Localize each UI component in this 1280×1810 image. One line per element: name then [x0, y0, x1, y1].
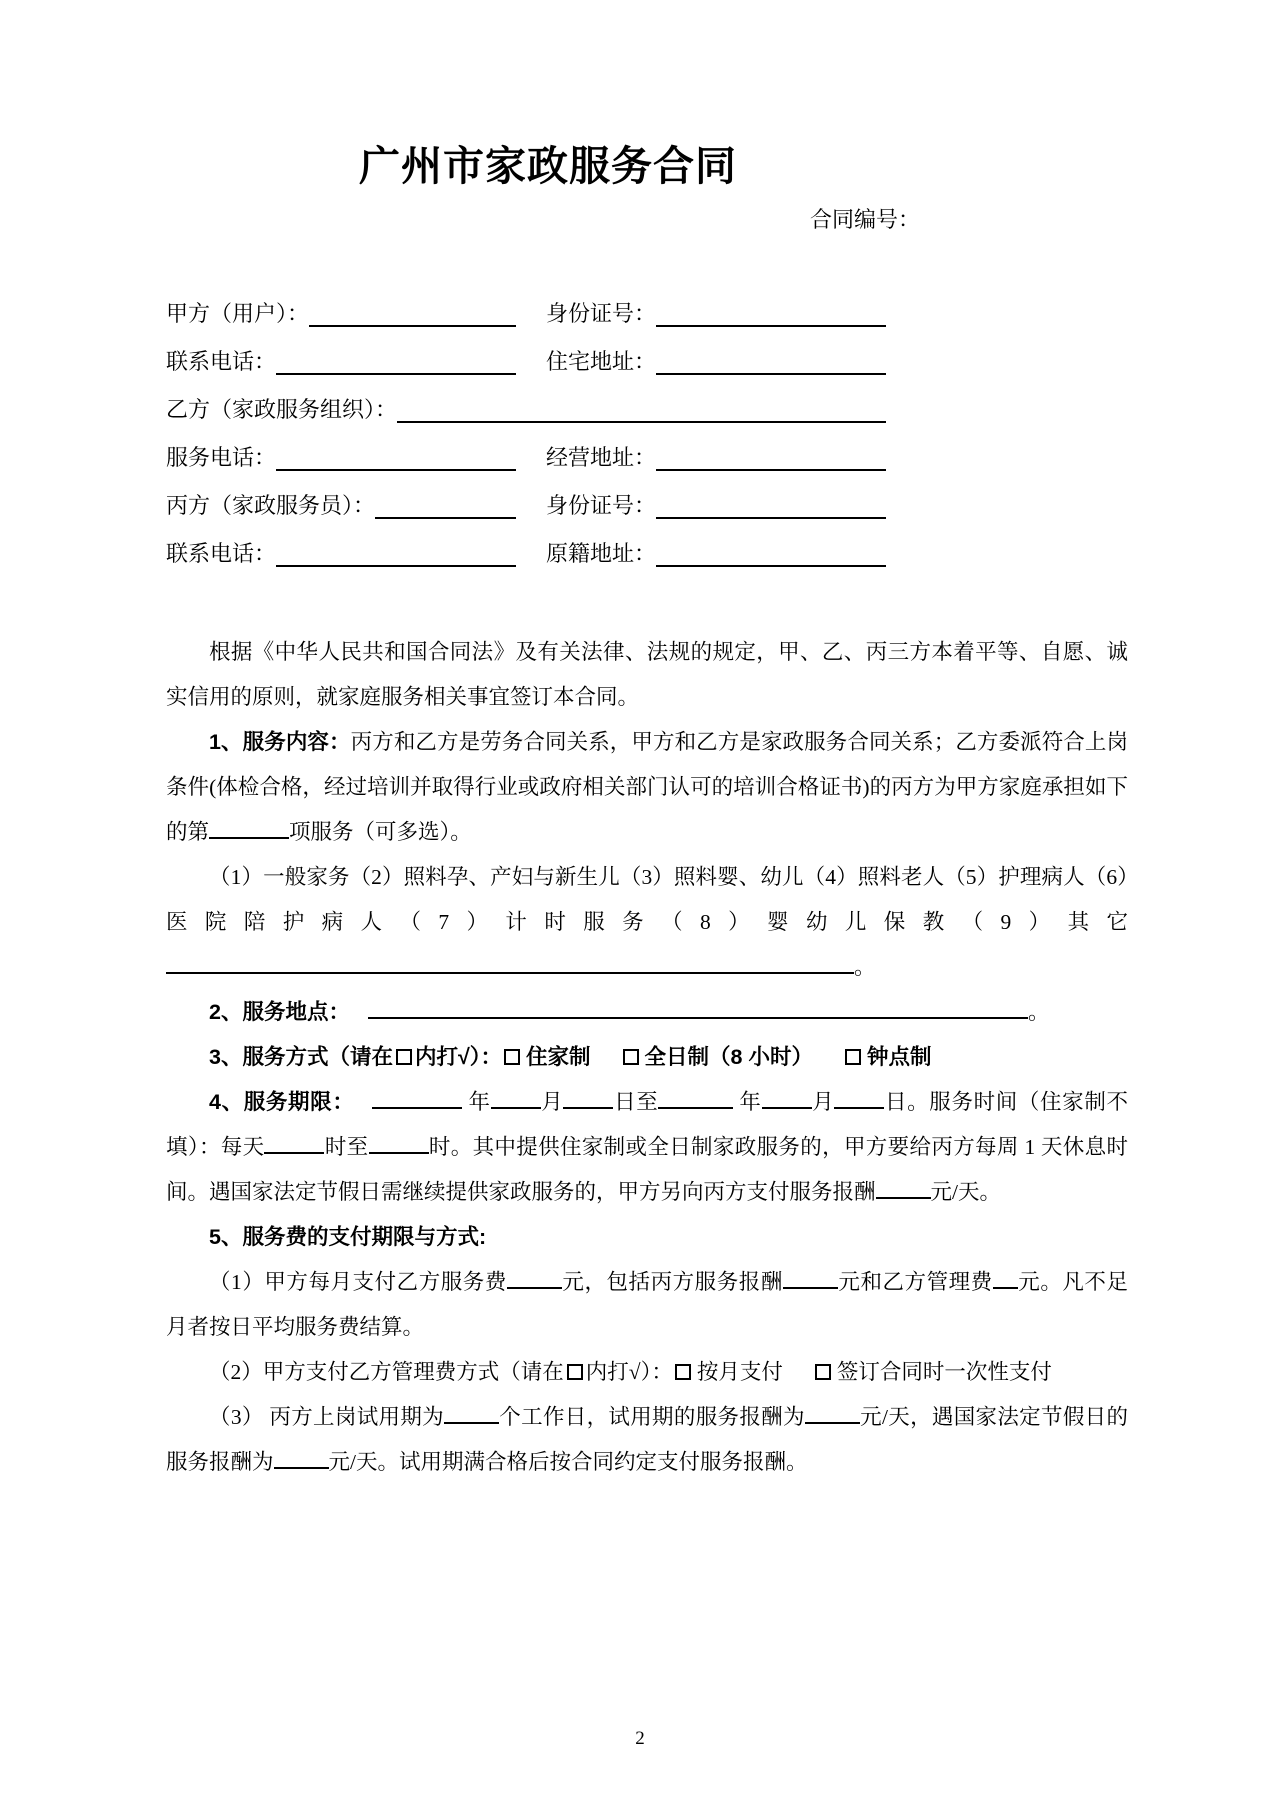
section-3-service-mode	[166, 1035, 1128, 1080]
party-row-c	[166, 476, 930, 524]
section-5-item-2	[166, 1350, 1128, 1395]
field-label-id-c: 身份证号：	[546, 493, 657, 519]
title-block	[166, 142, 930, 572]
field-label-party-b: 乙方（家政服务组织）：	[166, 397, 398, 423]
fill-in-blank-service-items[interactable]	[209, 818, 289, 840]
field-phone-a	[166, 349, 516, 375]
field-service-phone	[166, 445, 516, 471]
fill-in-blank-other-service[interactable]	[166, 953, 854, 975]
option-hourly-label: 钟点制	[866, 1045, 932, 1070]
fill-in-blank-business-address[interactable]	[656, 445, 886, 471]
checkbox-glyph	[396, 1049, 412, 1065]
field-phone-c	[166, 541, 516, 567]
party-row-a	[166, 284, 930, 332]
section-3-heading-b: 内打√）：	[414, 1045, 503, 1070]
party-row-b	[166, 380, 930, 428]
item-2-text-a: （2）甲方支付乙方管理费方式（请在	[209, 1360, 564, 1385]
contract-number-label: 合同编号：	[809, 207, 920, 233]
section-5-item-3	[166, 1395, 1128, 1485]
section-5-heading: 5、服务费的支付期限与方式:	[209, 1225, 487, 1250]
field-label-home-address: 住宅地址：	[546, 349, 657, 375]
service-options-text: （1）一般家务（2）照料孕、产妇与新生儿（3）照料婴、幼儿（4）照料老人（5）护理病人（6）医院陪护病人（7）计时服务（8）婴幼儿保教（9）其它	[166, 865, 1128, 935]
label-year-1: 年	[468, 1090, 491, 1115]
checkbox-hourly[interactable]	[845, 1049, 861, 1065]
field-id-c	[546, 493, 886, 519]
fill-in-blank-id-a[interactable]	[656, 301, 886, 327]
item-1-text-a: （1）甲方每月支付乙方服务费	[209, 1270, 507, 1295]
party-row-c-contact	[166, 524, 930, 572]
item-3-text-c: 元/天，遇国家法定节假日的服务报酬为	[166, 1405, 1128, 1475]
options-end-punctuation: 。	[854, 955, 876, 980]
item-1-text-d: 元。凡不足月者按日平均服务费结算。	[166, 1270, 1128, 1340]
fill-in-blank-start-day[interactable]	[563, 1088, 613, 1110]
field-origin-address	[546, 541, 886, 567]
field-label-service-phone: 服务电话：	[166, 445, 277, 471]
section-4-heading: 4、服务期限：	[209, 1090, 355, 1115]
section-4-text-3: 时。其中提供住家制或全日制家政服务的，甲方要给丙方每周 1 天休息时间。遇国家法定节假日需继续提供家政服务的，甲方另向丙方支付服务报酬	[166, 1135, 1128, 1205]
page-number: 2	[635, 1728, 645, 1749]
field-label-phone-c: 联系电话：	[166, 541, 277, 567]
fill-in-blank-end-year[interactable]	[658, 1088, 733, 1110]
fill-in-blank-holiday-pay[interactable]	[876, 1178, 931, 1200]
fill-in-blank-start-year[interactable]	[372, 1088, 462, 1110]
field-home-address	[546, 349, 886, 375]
fill-in-blank-trial-days[interactable]	[444, 1403, 499, 1425]
fill-in-blank-management-fee[interactable]	[993, 1268, 1018, 1290]
field-label-id-a: 身份证号：	[546, 301, 657, 327]
section-5-heading-line	[166, 1215, 1128, 1260]
section-4-service-term	[166, 1080, 1128, 1215]
section-2-punctuation: 。	[1027, 1000, 1050, 1025]
intro-text: 根据《中华人民共和国合同法》及有关法律、法规的规定，甲、乙、丙三方本着平等、自愿、诚实信用的原则，就家庭服务相关事宜签订本合同。	[166, 640, 1128, 710]
section-4-text-1: 日。服务时间（住家制不填）：每天	[166, 1090, 1128, 1160]
item-1-text-b: 元，包括丙方服务报酬	[561, 1270, 783, 1295]
page-content	[0, 142, 1280, 1485]
fill-in-blank-origin-address[interactable]	[656, 541, 886, 567]
section-1-options	[166, 855, 1128, 990]
checkbox-full-time[interactable]	[623, 1049, 639, 1065]
label-month-2: 月	[811, 1090, 835, 1115]
option-full-time-label: 全日制（8 小时）	[644, 1045, 813, 1070]
contract-body	[166, 630, 1128, 1485]
option-live-in-label: 住家制	[526, 1045, 591, 1070]
field-label-business-address: 经营地址：	[546, 445, 657, 471]
fill-in-blank-phone-a[interactable]	[276, 349, 516, 375]
field-label-party-c: 丙方（家政服务员）：	[166, 493, 376, 519]
field-label-phone-a: 联系电话：	[166, 349, 277, 375]
section-4-text-2: 时至	[324, 1135, 369, 1160]
section-1-text-b: 项服务（可多选）。	[289, 820, 472, 845]
parties-info-block	[166, 284, 930, 572]
checkbox-live-in[interactable]	[504, 1049, 520, 1065]
section-2-heading: 2、服务地点：	[209, 1000, 350, 1025]
item-3-text-d: 元/天。试用期满合格后按合同约定支付服务报酬。	[328, 1450, 808, 1475]
fill-in-blank-id-c[interactable]	[656, 493, 886, 519]
fill-in-blank-monthly-service-fee[interactable]	[507, 1268, 562, 1290]
fill-in-blank-start-month[interactable]	[491, 1088, 541, 1110]
party-row-b-contact	[166, 428, 930, 476]
item-3-text-a: （3） 丙方上岗试用期为	[209, 1405, 444, 1430]
item-2-text-b: 内打√）：	[585, 1360, 673, 1385]
label-year-2: 年	[739, 1090, 762, 1115]
page-title: 广州市家政服务合同	[359, 143, 737, 189]
fill-in-blank-party-b-name[interactable]	[397, 397, 886, 423]
fill-in-blank-party-a-name[interactable]	[309, 301, 516, 327]
party-row-a-contact	[166, 332, 930, 380]
field-party-c	[166, 493, 516, 519]
fill-in-blank-trial-holiday-pay[interactable]	[274, 1448, 329, 1470]
checkbox-glyph	[567, 1364, 583, 1380]
fill-in-blank-party-c-name[interactable]	[375, 493, 516, 519]
field-label-origin-address: 原籍地址：	[546, 541, 657, 567]
fill-in-blank-worker-pay[interactable]	[783, 1268, 838, 1290]
section-2-service-location	[166, 990, 1128, 1035]
checkbox-pay-monthly[interactable]	[675, 1364, 691, 1380]
section-4-text-4: 元/天。	[930, 1180, 1001, 1205]
field-party-a	[166, 301, 516, 327]
fill-in-blank-end-month[interactable]	[762, 1088, 812, 1110]
fill-in-blank-trial-pay[interactable]	[805, 1403, 860, 1425]
fill-in-blank-daily-start-hour[interactable]	[264, 1133, 324, 1155]
label-day-to: 日至	[613, 1090, 659, 1115]
checkbox-pay-once[interactable]	[815, 1364, 831, 1380]
fill-in-blank-service-location[interactable]	[368, 998, 1028, 1020]
fill-in-blank-end-day[interactable]	[834, 1088, 884, 1110]
option-pay-monthly-label: 按月支付	[696, 1360, 783, 1385]
field-business-address	[546, 445, 886, 471]
section-1-text-a: 丙方和乙方是劳务合同关系，甲方和乙方是家政服务合同关系；乙方委派符合上岗条件(体检合格，经过培训并取得行业或政府相关部门认可的培训合格证书)的丙方为甲方家庭承担如下的第	[166, 730, 1128, 845]
field-label-party-a: 甲方（用户）：	[166, 301, 310, 327]
section-5-item-1	[166, 1260, 1128, 1350]
field-id-a	[546, 301, 886, 327]
fill-in-blank-service-phone[interactable]	[276, 445, 516, 471]
label-month-1: 月	[540, 1090, 564, 1115]
section-3-heading-a: 3、服务方式（请在	[209, 1045, 393, 1070]
fill-in-blank-phone-c[interactable]	[276, 541, 516, 567]
section-1-heading: 1、服务内容：	[209, 730, 351, 755]
section-1-service-content	[166, 720, 1128, 855]
item-1-text-c: 元和乙方管理费	[837, 1270, 993, 1295]
field-party-b	[166, 397, 886, 423]
fill-in-blank-daily-end-hour[interactable]	[369, 1133, 429, 1155]
item-3-text-b: 个工作日，试用期的服务报酬为	[498, 1405, 805, 1430]
option-pay-once-label: 签订合同时一次性支付	[836, 1360, 1052, 1385]
fill-in-blank-home-address[interactable]	[656, 349, 886, 375]
intro-paragraph	[166, 630, 1128, 720]
